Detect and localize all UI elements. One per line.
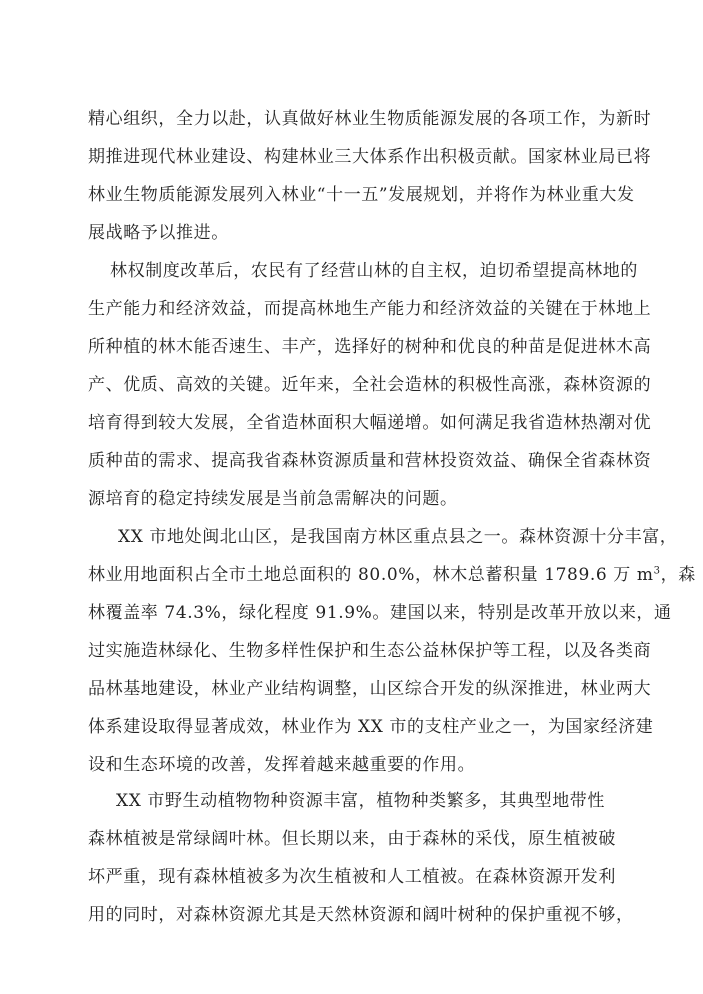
text-line [88,564,696,586]
text-line: 质种苗的需求、提高我省森林资源质量和营林投资效益、确保全省森林资 [88,451,652,471]
text-line: 产、优质、高效的关键。近年来，全社会造林的积极性高涨，森林资源的 [88,375,652,395]
text-line: 设和生态环境的改善，发挥着越来越重要的作用。 [88,755,476,775]
text-line: XX 市地处闽北山区，是我国南方林区重点县之一。森林资源十分丰富， [118,527,678,547]
text-line: 体系建设取得显著成效，林业作为 XX 市的支柱产业之一，为国家经济建 [88,717,654,737]
text-line: 期推进现代林业建设、构建林业三大体系作出积极贡献。国家林业局已将 [88,147,652,167]
text-segment: ，森 [660,565,696,585]
text-line: 过实施造林绿化、生物多样性保护和生态公益林保护等工程，以及各类商 [88,641,652,661]
text-line: 培育得到较大发展，全省造林面积大幅递增。如何满足我省造林热潮对优 [88,413,652,433]
text-line: 品林基地建设，林业产业结构调整，山区综合开发的纵深推进，林业两大 [88,679,652,699]
text-line: 森林植被是常绿阔叶林。但长期以来，由于森林的采伐，原生植被破 [88,829,616,849]
text-line: 源培育的稳定持续发展是当前急需解决的问题。 [88,489,458,509]
text-line: 用的同时，对森林资源尤其是天然林资源和阔叶树种的保护重视不够， [88,905,634,925]
text-line: 展战略予以推进。 [88,223,229,243]
text-line: XX 市野生动植物物种资源丰富，植物种类繁多，其典型地带性 [116,791,606,811]
text-segment: 林业用地面积占全市土地总面积的 80.0%，林木总蓄积量 1789.6 万 m [88,565,654,585]
text-line: 林业生物质能源发展列入林业“十一五”发展规划，并将作为林业重大发 [88,185,635,205]
superscript: 3 [653,565,661,577]
text-line: 林覆盖率 74.3%，绿化程度 91.9%。建国以来，特别是改革开放以来，通 [88,603,672,623]
text-line: 林权制度改革后，农民有了经营山林的自主权，迫切希望提高林地的 [110,261,638,281]
text-line: 生产能力和经济效益，而提高林地生产能力和经济效益的关键在于林地上 [88,299,652,319]
text-line: 精心组织，全力以赴，认真做好林业生物质能源发展的各项工作，为新时 [88,109,652,129]
text-line: 坏严重，现有森林植被多为次生植被和人工植被。在森林资源开发利 [88,867,616,887]
text-line: 所种植的林木能否速生、丰产，选择好的树种和优良的种苗是促进林木高 [88,337,652,357]
